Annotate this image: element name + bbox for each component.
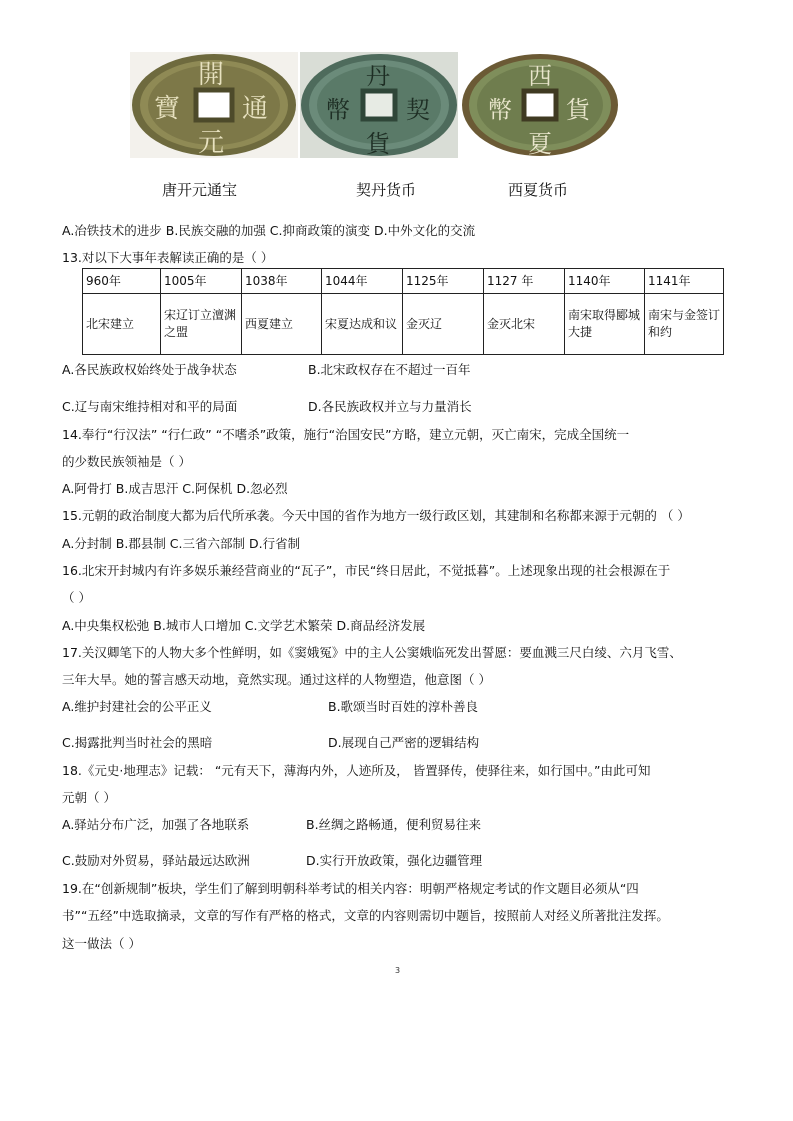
coin-khitan-image [300,52,458,158]
timeline-event: 宋夏达成和议 [322,294,403,355]
timeline-year: 1125年 [403,269,484,294]
q19-stem-line1: 19.在“创新规制”板块，学生们了解到明朝科举考试的相关内容：明朝严格规定考试的作文题目必须从“四 [62,881,639,896]
coin3-char-left: 幣 [488,96,512,124]
q16-stem-line1: 16.北宋开封城内有许多娱乐兼经营商业的“瓦子”，市民“终日居此，不觉抵暮”。上述现象出现的社会根源在于 [62,563,671,578]
coin-images [130,52,650,158]
q17-option-a: A.维护封建社会的公平正义 [62,699,212,714]
q17-option-c: C.揭露批判当时社会的黑暗 [62,735,213,750]
timeline-event: 南宋与金签订和约 [645,294,724,355]
timeline-event: 金灭辽 [403,294,484,355]
coin3-char-bottom: 夏 [528,130,552,158]
q13-timeline-table [82,268,724,355]
timeline-event-row [83,294,724,355]
q18-stem-line1: 18.《元史·地理志》记载： “元有天下，薄海内外，人迹所及， 皆置驿传，使驿往来，如行国中。”由此可知 [62,763,651,778]
coin1-char-left: 寶 [154,94,181,124]
timeline-event: 金灭北宋 [484,294,565,355]
q16-stem-line2: （ ） [62,590,91,605]
q19-stem-line3: 这一做法（ ） [62,936,141,951]
caption-western-xia: 西夏货币 [508,181,569,199]
q18-option-a: A.驿站分布广泛，加强了各地联系 [62,817,250,832]
q12-options: A.冶铁技术的进步 B.民族交融的加强 C.抑商政策的演变 D.中外文化的交流 [62,223,476,238]
timeline-event: 南宋取得郾城大捷 [565,294,645,355]
timeline-event: 宋辽订立澶渊之盟 [161,294,242,355]
caption-khitan: 契丹货币 [356,181,417,199]
q15-options: A.分封制 B.郡县制 C.三省六部制 D.行省制 [62,536,301,551]
coin3-char-top: 西 [528,62,552,90]
q13-option-a: A.各民族政权始终处于战争状态 [62,362,237,377]
coin2-char-left: 幣 [326,96,350,124]
page-number: 3 [395,966,401,975]
coin1-char-right: 通 [242,94,269,124]
coin2-char-bottom: 貨 [366,130,390,158]
q19-stem-line2: 书”“五经”中选取摘录，文章的写作有严格的格式，文章的内容则需切中题旨，按照前人对经义所著批注发挥。 [62,908,669,923]
q18-option-c: C.鼓励对外贸易，驿站最远达欧洲 [62,853,250,868]
q13-option-d: D.各民族政权并立与力量消长 [308,399,472,414]
timeline-year: 960年 [83,269,161,294]
q18-option-b: B.丝绸之路畅通，便利贸易往来 [306,817,482,832]
coin2-char-right: 契 [406,96,430,124]
q18-option-d: D.实行开放政策，强化边疆管理 [306,853,483,868]
timeline-year: 1127 年 [484,269,565,294]
coin-western-xia-image [460,52,650,158]
coin1-char-top: 開 [198,60,225,90]
q18-stem-line2: 元朝（ ） [62,790,116,805]
coin1-char-bottom: 元 [198,128,225,158]
q17-option-b: B.歌颂当时百姓的淳朴善良 [328,699,479,714]
timeline-year: 1005年 [161,269,242,294]
coin3-char-right: 貨 [566,96,590,124]
q17-stem-line2: 三年大旱。她的誓言感天动地，竟然实现。通过这样的人物塑造，他意图（ ） [62,672,491,687]
q16-options: A.中央集权松弛 B.城市人口增加 C.文学艺术繁荣 D.商品经济发展 [62,618,426,633]
q13-option-b: B.北宋政权存在不超过一百年 [308,362,471,377]
q14-stem-line1: 14.奉行“行汉法” “行仁政” “不嗜杀”政策，施行“治国安民”方略，建立元朝，灭亡南宋，完成全国统一 [62,427,630,442]
timeline-event: 北宋建立 [83,294,161,355]
q13-option-c: C.辽与南宋维持相对和平的局面 [62,399,238,414]
caption-kaiyuan: 唐开元通宝 [162,181,238,199]
q15-stem: 15.元朝的政治制度大都为后代所承袭。今天中国的省作为地方一级行政区划，其建制和名称都来源于元朝的 （ ） [62,508,690,523]
timeline-year: 1141年 [645,269,724,294]
timeline-year: 1044年 [322,269,403,294]
q13-stem: 13.对以下大事年表解读正确的是（ ） [62,250,274,265]
timeline-event: 西夏建立 [242,294,322,355]
timeline-year-row [83,269,724,294]
q17-stem-line1: 17.关汉卿笔下的人物大多个性鲜明，如《窦娥冤》中的主人公窦娥临死发出誓愿：要血溅三尺白绫、六月飞雪、 [62,645,682,660]
q14-stem-line2: 的少数民族领袖是（ ） [62,454,191,469]
timeline-year: 1038年 [242,269,322,294]
q17-option-d: D.展现自己严密的逻辑结构 [328,735,480,750]
timeline-year: 1140年 [565,269,645,294]
coin2-char-top: 丹 [366,62,390,90]
q14-options: A.阿骨打 B.成吉思汗 C.阿保机 D.忽必烈 [62,481,288,496]
coin-kaiyuan-image [130,52,298,158]
